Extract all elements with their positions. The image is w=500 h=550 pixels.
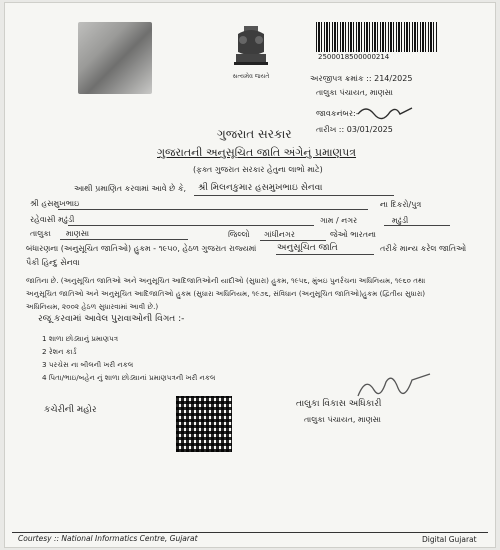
jaavak-number-label: જાવકનંબર:- xyxy=(316,109,359,118)
evidence-heading: રજૂ કરવામાં આવેલ પુરાવાઓની વિગત :- xyxy=(38,314,185,324)
order-line: બંધારણના (અનુસૂચિત જાતિઓ) હુકમ - ૧૯૫૦, હેઠળ ગુજરાત રાજ્યમાં xyxy=(26,244,257,253)
father-name: શ્રી હસમુખભાઇ xyxy=(30,199,80,208)
recognised-label: તરીકે માન્ય કરેલ જાતિઓ xyxy=(380,244,467,253)
issue-date: તારીખ :: 03/01/2025 xyxy=(316,125,393,134)
taluka-value: માણસા xyxy=(66,229,90,238)
header-office: તાલુકા પંચાયત, માણસા xyxy=(316,88,393,97)
certificate-page xyxy=(4,2,496,548)
village-label: ગામ / નગર xyxy=(320,216,358,225)
evidence-item: 4 પિતા/ભાઇ/બહેન નું શાળા છોડ્યાનાં પ્રમાણપત્રની ખરી નકલ xyxy=(42,373,216,382)
legal-paragraph xyxy=(26,274,425,313)
district-value: ગાંધીનગર xyxy=(264,230,295,239)
certificate-title: ગુજરાતની અનુસૂચિત જાતિ અંગેનું પ્રમાણપત્ર xyxy=(157,146,357,159)
courtesy-text: Courtesy :: National Informatics Centre, Gujarat xyxy=(18,534,198,543)
footer-divider xyxy=(12,532,488,533)
officer-title: તાલુકા વિકાસ અધિકારી xyxy=(296,399,382,409)
residence: રહેવાસી મઢુંડી xyxy=(30,215,75,224)
citizen-label: જેઓ ભારતના xyxy=(330,230,377,239)
legal-line-1: જાતિના છે. (અનુસૂચિત જાતિઓ અને અનુસૂચિત આદિજાતિઓની યાદીઓ (સુધારા) હુકમ, ૧૯૫૬, મુંબઇ પુનર્રચના અધિનિયમ, ૧૯૬૦ તથા xyxy=(26,276,426,285)
state-emblem-icon xyxy=(224,22,278,84)
caste-category: અનુસૂચિત જાતિ xyxy=(277,243,338,253)
barcode xyxy=(316,22,438,52)
digital-gujarat-label: Digital Gujarat xyxy=(422,535,477,544)
legal-line-3: અધિનિયમ, ૨૦૦૨ હેઠળ સુધારવામાં આવી છે.) xyxy=(26,302,159,311)
evidence-list xyxy=(42,332,215,384)
evidence-item: 1 શાળા છોડ્યાનું પ્રમાણપત્ર xyxy=(42,334,119,343)
legal-line-2: અનુસૂચિત જાતિઓ અને અનુસૂચિત આદિજાતિઓ હુકમ (સુધારા અધિનિયમ, ૧૯૭૬, સંવિધાન (અનુસૂચિત જાતિઓ)હુકમ (દ્વિતીય સુધારા) xyxy=(26,289,426,298)
emblem-caption: સત્યમેવ જયતે xyxy=(232,73,270,80)
district-label: જિલ્લો xyxy=(228,230,250,239)
relation-label: ના દિકરો/પુત્ર xyxy=(380,200,422,209)
certify-prefix: આથી પ્રમાણિત કરવામાં આવે છે કે, xyxy=(74,184,187,193)
qr-code xyxy=(176,396,232,452)
jaavak-signature xyxy=(356,100,416,122)
taluka-label: તાલુકા xyxy=(30,229,51,238)
officer-office: તાલુકા પંચાયત, માણસા xyxy=(304,415,381,424)
certificate-subtitle: (ફક્ત ગુજરાત સરકાર હેતુના લાભો માટે) xyxy=(193,165,323,174)
barcode-number: 2500018500000214 xyxy=(318,53,390,61)
applicant-name: શ્રી મિલનકુમાર હસમુખભાઇ સેનવા xyxy=(198,183,323,193)
village-value: મઢુંડી xyxy=(392,216,409,225)
office-seal-label: કચેરીની મહોર xyxy=(44,405,97,415)
evidence-item: 2 રેશન કાર્ડ xyxy=(42,347,77,356)
applicant-photo xyxy=(78,22,152,94)
application-number: અરજીપત્ર ક્રમાંક :: 214/2025 xyxy=(310,74,413,83)
state-title: ગુજરાત સરકાર xyxy=(217,127,292,141)
evidence-item: 3 પરચેસ ના બીલની ખરી નકલ xyxy=(42,360,134,369)
caste-name: પૈકી હિન્દુ સેનવા xyxy=(26,258,80,267)
